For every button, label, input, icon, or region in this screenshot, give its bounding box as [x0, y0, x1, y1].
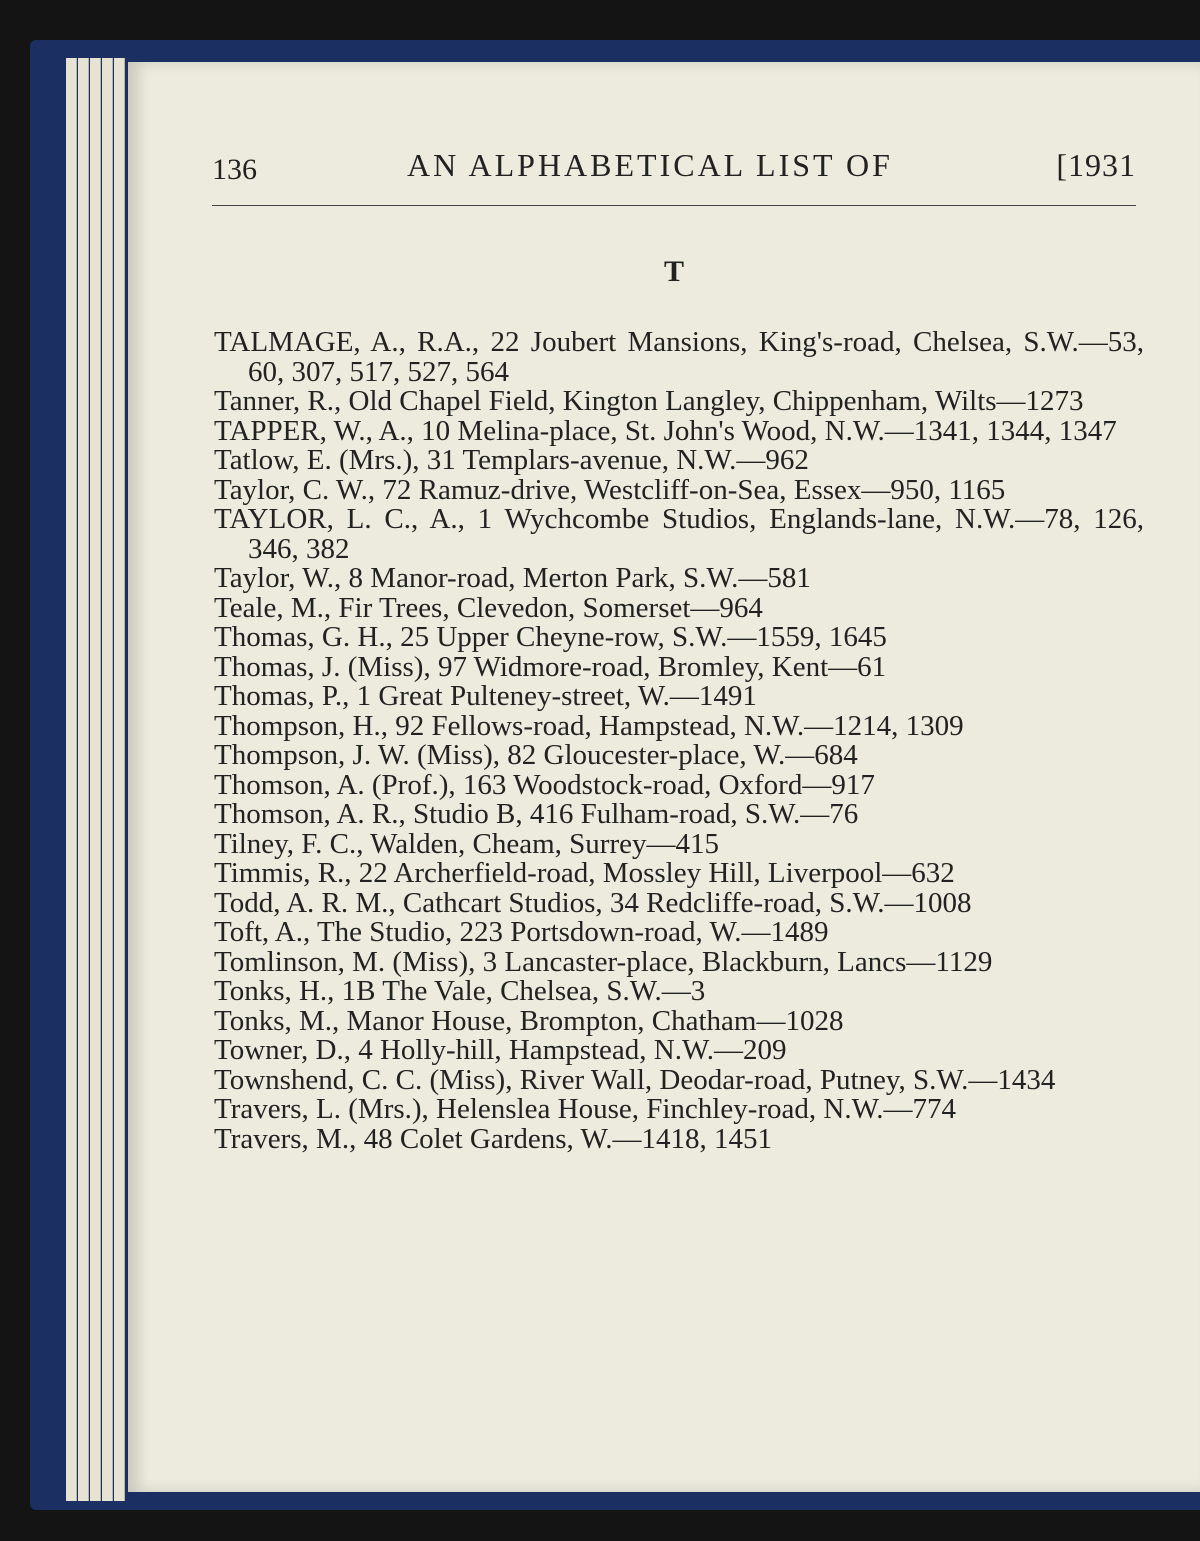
running-header [212, 143, 1136, 193]
section-letter: T [663, 255, 684, 288]
list-item: Tanner, R., Old Chapel Field, Kington Langley, Chippenham, Wilts—1273 [214, 385, 1084, 417]
list-item: Travers, M., 48 Colet Gardens, W.—1418, 1451 [214, 1122, 772, 1155]
list-item: Thomas, G. H., 25 Upper Cheyne-row, S.W.—1559, 1645 [214, 621, 887, 653]
list-item: Thompson, J. W. (Miss), 82 Gloucester-place, W.—684 [214, 739, 858, 771]
list-item: Taylor, W., 8 Manor-road, Merton Park, S.W.—581 [214, 562, 811, 594]
list-item: Travers, L. (Mrs.), Helenslea House, Finchley-road, N.W.—774 [214, 1093, 957, 1125]
list-item: Townshend, C. C. (Miss), River Wall, Deodar-road, Putney, S.W.—1434 [214, 1063, 1056, 1096]
list-item: Thomson, A. (Prof.), 163 Woodstock-road, Oxford—917 [214, 768, 875, 801]
list-item: Tonks, M., Manor House, Brompton, Chatham—1028 [214, 1004, 844, 1037]
header-year: [1931 [1056, 147, 1136, 183]
page-edge [78, 58, 89, 1501]
header-rule [212, 205, 1136, 206]
list-item: Tomlinson, M. (Miss), 3 Lancaster-place, Blackburn, Lancs—1129 [214, 945, 993, 978]
list-item: Towner, D., 4 Holly-hill, Hampstead, N.W.—209 [214, 1034, 787, 1066]
page-edge [102, 58, 113, 1501]
list-item: Timmis, R., 22 Archerfield-road, Mossley Hill, Liverpool—632 [214, 857, 955, 889]
page-number: 136 [212, 153, 257, 186]
list-item: Toft, A., The Studio, 223 Portsdown-road, W.—1489 [214, 916, 829, 948]
list-item: Thomson, A. R., Studio B, 416 Fulham-road, S.W.—76 [214, 798, 859, 830]
list-item: Tonks, H., 1B The Vale, Chelsea, S.W.—3 [214, 975, 706, 1007]
list-item: Thompson, H., 92 Fellows-road, Hampstead, N.W.—1214, 1309 [214, 709, 964, 742]
list-item: Taylor, C. W., 72 Ramuz-drive, Westcliff-on-Sea, Essex—950, 1165 [214, 473, 1006, 506]
list-item: Tilney, F. C., Walden, Cheam, Surrey—415 [214, 827, 719, 860]
list-item: Todd, A. R. M., Cathcart Studios, 34 Redcliffe-road, S.W.—1008 [214, 886, 972, 919]
page-title: AN ALPHABETICAL LIST OF [407, 147, 893, 183]
list-item: Thomas, J. (Miss), 97 Widmore-road, Bromley, Kent—61 [214, 650, 887, 683]
entry-list [214, 328, 1144, 1154]
list-item: TALMAGE, A., R.A., 22 Joubert Mansions, King's-road, Chelsea, S.W.—53, 60, 307, 517, 527, 564 [214, 326, 1144, 388]
list-item: TAYLOR, L. C., A., 1 Wychcombe Studios, Englands-lane, N.W.—78, 126, 346, 382 [214, 503, 1144, 565]
list-item: Teale, M., Fir Trees, Clevedon, Somerset—964 [214, 591, 763, 624]
page-edge [90, 58, 101, 1501]
page-edge [66, 58, 77, 1501]
list-item: Thomas, P., 1 Great Pulteney-street, W.—1491 [214, 680, 757, 712]
list-item: TAPPER, W., A., 10 Melina-place, St. John's Wood, N.W.—1341, 1344, 1347 [214, 414, 1117, 447]
page-edge [114, 58, 125, 1501]
list-item: Tatlow, E. (Mrs.), 31 Templars-avenue, N.W.—962 [214, 444, 809, 476]
